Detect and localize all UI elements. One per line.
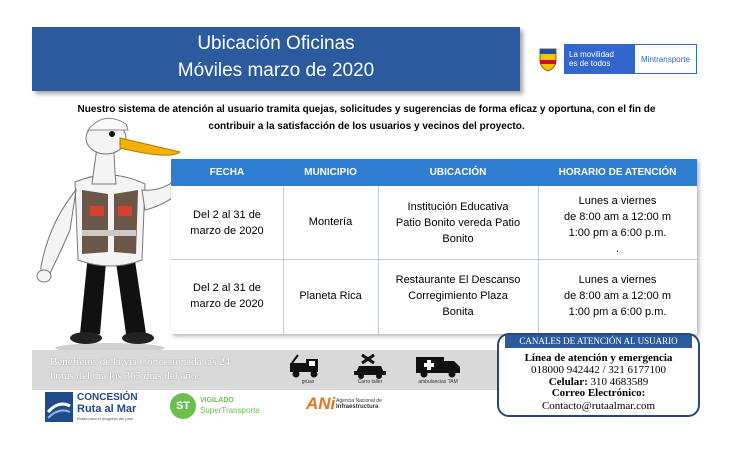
ambulance-icon (414, 353, 462, 379)
row-divider (171, 259, 697, 260)
supertransporte-mark: ST (170, 393, 196, 419)
email-label: Correo Electrónico: (551, 387, 646, 399)
ani-line2: Infraestructura (336, 404, 379, 410)
supertransporte-label: SuperTransporte (200, 406, 260, 415)
cell-number[interactable]: 310 4683589 (587, 376, 649, 388)
workshop-car-icon (350, 353, 390, 379)
title-banner (32, 27, 520, 91)
gov-slogan (564, 44, 634, 74)
table-row-2-horario: Lunes a viernes de 8:00 am a 12:00 m 1:00 pm a 6:00 p.m. (563, 274, 671, 318)
benefits-text: Beneficios de la vía Concesionada las 24 horas del día los 365 días del año. (50, 356, 231, 382)
ani-mark: ANi (306, 394, 336, 413)
ruta-al-mar-emblem-icon (45, 392, 73, 422)
table-row-1-fecha: Del 2 al 31 de marzo de 2020 (190, 209, 264, 237)
table-row-2-fecha: Del 2 al 31 de marzo de 2020 (190, 282, 264, 310)
service-ambulance: ambulancias TAM (409, 353, 467, 389)
concesion-label: CONCESIÓN (77, 392, 138, 403)
column-header-ubicacion: UBICACIÓN (429, 167, 487, 178)
cell-label: Celular: (548, 376, 588, 388)
hotline-label: Línea de atención y emergencia (524, 352, 673, 364)
table-row-2-ubicacion: Restaurante El Descanso Corregimiento Plaza Bonita (395, 274, 521, 318)
table-row-1-ubicacion: Institución Educativa Patio Bonito vereda Patio Bonito (395, 201, 521, 245)
intro-line1: Nuestro sistema de atención al usuario tramita quejas, solicitudes y sugerencias de forma eficaz y oportuna, con el fin de (77, 104, 656, 115)
intro-line2: contribuir a la satisfacción de los usuarios y vecinos del proyecto. (208, 121, 525, 132)
page-title-line1: Ubicación Oficinas (197, 33, 355, 54)
table-row-1-horario: Lunes a viernes de 8:00 am a 12:00 m 1:00 pm a 6:00 p.m. . (563, 195, 671, 255)
ruta-al-mar-label: Ruta al Mar (77, 403, 137, 415)
table-row-2-municipio: Planeta Rica (299, 290, 362, 302)
gov-slogan-line1: La movilidad (569, 50, 614, 59)
email-address[interactable]: Contacto@rutaalmar.com (541, 400, 656, 412)
channels-title: CANALES DE ATENCIÓN AL USUARIO (505, 335, 692, 348)
hotline-numbers[interactable]: 018000 942442 / 321 6177100 (530, 364, 667, 376)
column-header-municipio: MUNICIPIO (304, 167, 357, 178)
service-workshop-car: Carro taller (344, 353, 396, 389)
table-header (171, 159, 697, 186)
contact-channels-box (497, 333, 700, 417)
tow-truck-icon (288, 353, 328, 379)
column-header-horario: HORARIO DE ATENCIÓN (558, 167, 677, 178)
government-logo (537, 44, 697, 74)
gov-slogan-line2: es de todos (569, 59, 611, 68)
concesion-tagline: Rutas para el progreso del país (77, 416, 133, 421)
vigilado-label: VIGILADO (200, 397, 234, 404)
ani-logo (306, 394, 396, 418)
ministry-name: Mintransporte (634, 44, 697, 74)
schedule-table (171, 159, 697, 334)
concesion-ruta-al-mar-logo (45, 392, 155, 426)
table-row-1-municipio: Montería (308, 216, 353, 228)
column-header-fecha: FECHA (209, 167, 245, 178)
ani-line1: Agencia Nacional de (336, 398, 382, 404)
colombia-shield-icon (537, 46, 559, 72)
page-title-line2: Móviles marzo de 2020 (177, 60, 375, 81)
column-divider (283, 186, 284, 334)
supertransporte-logo (170, 393, 285, 419)
service-tow-truck: grúas (284, 353, 332, 389)
